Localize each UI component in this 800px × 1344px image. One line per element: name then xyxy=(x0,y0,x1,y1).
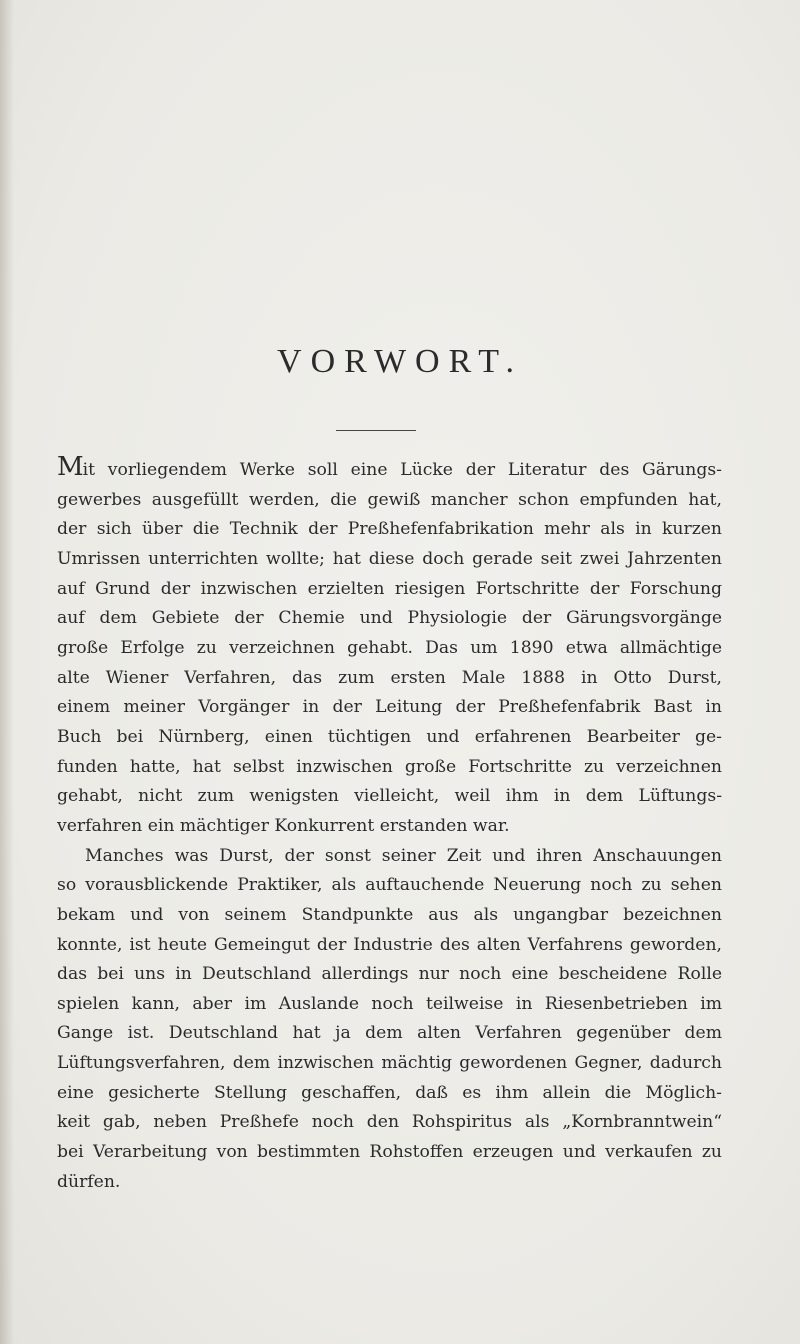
text-line: funden hatte, hat selbst inzwischen große Fortschritte zu verzeichnen xyxy=(57,756,722,777)
text-line: Buch bei Nürnberg, einen tüchtigen und erfahrenen Bearbeiter ge- xyxy=(57,726,722,747)
text-line: spielen kann, aber im Auslande noch teilweise in Riesenbetrieben im xyxy=(57,993,722,1014)
title-rule xyxy=(336,430,416,431)
text-line: Manches was Durst, der sonst seiner Zeit und ihren Anschauungen xyxy=(85,845,722,866)
page-spine-shadow xyxy=(0,0,14,1344)
text-line: das bei uns in Deutschland allerdings nur noch eine bescheidene Rolle xyxy=(57,964,722,985)
first-word-rest: it xyxy=(82,460,96,480)
text-line: alte Wiener Verfahren, das zum ersten Male 1888 in Otto Durst, xyxy=(57,667,722,688)
text-line: keit gab, neben Preßhefe noch den Rohspiritus als „Kornbranntwein“ xyxy=(57,1112,722,1133)
page-title: VORWORT. xyxy=(277,343,523,380)
text-line: verfahren ein mächtiger Konkurrent erstanden war. xyxy=(57,815,510,836)
preface-text xyxy=(57,452,722,1197)
text-line: bekam und von seinem Standpunkte aus als ungangbar bezeichnen xyxy=(57,904,722,925)
text-line: große Erfolge zu verzeichnen gehabt. Das um 1890 etwa allmächtige xyxy=(57,637,722,658)
text-line: Umrissen unterrichten wollte; hat diese doch gerade seit zwei Jahrzenten xyxy=(57,548,722,569)
text-line: gehabt, nicht zum wenigsten vielleicht, weil ihm in dem Lüftungs- xyxy=(57,786,722,807)
text-line: Lüftungsverfahren, dem inzwischen mächtig gewordenen Gegner, dadurch xyxy=(57,1053,722,1074)
text-line: eine gesicherte Stellung geschaffen, daß es ihm allein die Möglich- xyxy=(57,1082,722,1103)
text-line: Mit vorliegendem Werke soll eine Lücke der Literatur des Gärungs- xyxy=(57,452,722,482)
text-line: so vorausblickende Praktiker, als auftauchende Neuerung noch zu sehen xyxy=(57,875,722,896)
text-line: gewerbes ausgefüllt werden, die gewiß mancher schon empfunden hat, xyxy=(57,489,722,510)
text-line: einem meiner Vorgänger in der Leitung der Preßhefenfabrik Bast in xyxy=(57,697,722,718)
text-line: Gange ist. Deutschland hat ja dem alten Verfahren gegenüber dem xyxy=(57,1023,722,1044)
text-line: dürfen. xyxy=(57,1171,121,1192)
text-line: der sich über die Technik der Preßhefenfabrikation mehr als in kurzen xyxy=(57,519,722,540)
text-line: auf Grund der inzwischen erzielten riesigen Fortschritte der Forschung xyxy=(57,578,722,599)
text-line: bei Verarbeitung von bestimmten Rohstoffen erzeugen und verkaufen zu xyxy=(57,1142,722,1163)
text-line: konnte, ist heute Gemeingut der Industrie des alten Verfahrens geworden, xyxy=(57,934,722,955)
initial-letter: M xyxy=(57,452,83,482)
text-line: auf dem Gebiete der Chemie und Physiologie der Gärungsvorgänge xyxy=(57,608,722,629)
